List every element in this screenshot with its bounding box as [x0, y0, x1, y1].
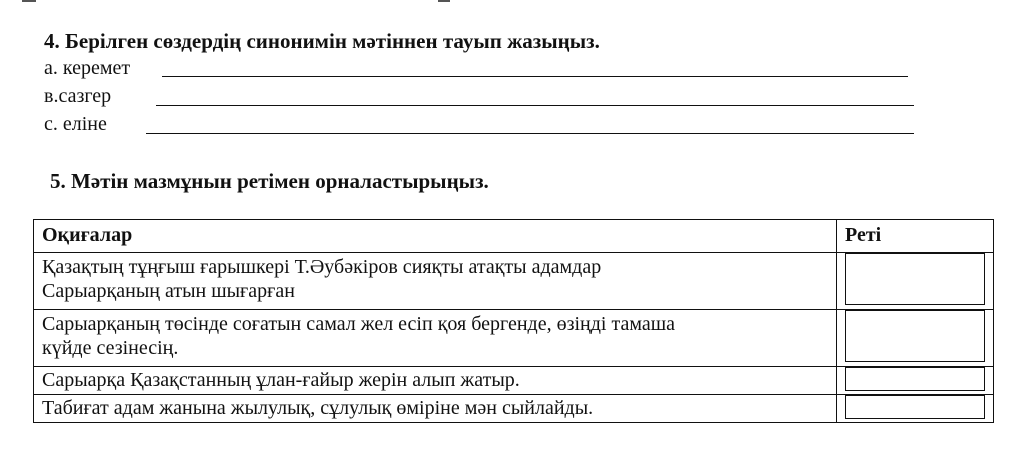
order-answer-box[interactable]	[845, 310, 985, 362]
table-row	[34, 367, 994, 395]
events-column-header: Оқиғалар	[34, 220, 837, 253]
task4-item-label: с. еліне	[44, 113, 107, 135]
order-column-header: Реті	[837, 220, 994, 253]
task5-title: 5. Мәтін мазмұнын ретімен орналастырыңыз.	[50, 169, 489, 193]
order-cell	[837, 253, 994, 310]
event-cell	[34, 395, 837, 423]
events-order-table	[33, 219, 994, 423]
order-cell	[837, 395, 994, 423]
table-row	[34, 310, 994, 367]
table-header-row	[34, 220, 994, 253]
task4-answer-line[interactable]	[156, 105, 914, 106]
event-text-line: Сарыарқаның төсінде соғатын самал жел есіп қоя бергенде, өзіңді тамаша	[42, 313, 676, 335]
order-answer-box[interactable]	[845, 253, 985, 305]
event-text-line: Табиғат адам жанына жылулық, сұлулық өміріне мән сыйлайды.	[42, 397, 594, 419]
task4-answer-line[interactable]	[162, 76, 908, 77]
cropped-top-mark	[22, 0, 36, 2]
event-cell	[34, 310, 837, 367]
task4-answer-line[interactable]	[146, 133, 914, 134]
order-answer-box[interactable]	[845, 367, 985, 391]
task4-item-label: в.сазгер	[44, 85, 112, 107]
event-text-line: Сарыарқаның атын шығарған	[42, 280, 295, 302]
order-cell	[837, 310, 994, 367]
event-text-line: күйде сезінесің.	[42, 337, 179, 359]
event-text-line: Сарыарқа Қазақстанның ұлан-ғайыр жерін алып жатыр.	[42, 369, 520, 391]
task4-item-label: а. керемет	[44, 57, 131, 79]
cropped-top-mark	[438, 0, 450, 2]
order-cell	[837, 367, 994, 395]
event-cell	[34, 367, 837, 395]
table-row	[34, 395, 994, 423]
order-answer-box[interactable]	[845, 395, 985, 419]
event-text-line: Қазақтың тұңғыш ғарышкері Т.Әубәкіров сияқты атақты адамдар	[42, 256, 602, 278]
event-cell	[34, 253, 837, 310]
table-row	[34, 253, 994, 310]
task4-title: 4. Берілген сөздердің синонимін мәтіннен тауып жазыңыз.	[44, 29, 600, 53]
